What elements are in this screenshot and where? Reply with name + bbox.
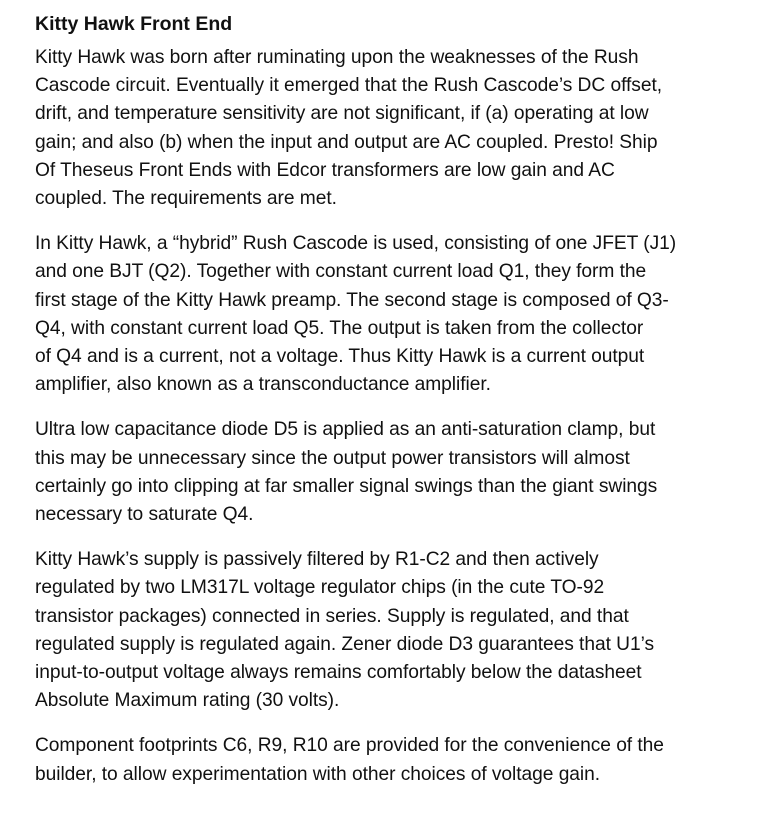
document-page <box>35 10 755 806</box>
paragraph-circuit <box>35 230 755 399</box>
text-line: Cascode circuit. Eventually it emerged that the Rush Cascode’s DC offset, <box>35 75 663 97</box>
paragraph-origin <box>35 44 755 213</box>
paragraph-supply <box>35 546 755 715</box>
text-line: coupled. The requirements are met. <box>35 188 337 210</box>
text-line: this may be unnecessary since the output power transistors will almost <box>35 447 630 469</box>
text-line: Ultra low capacitance diode D5 is applied as an anti-saturation clamp, but <box>35 419 656 441</box>
text-line: Q4, with constant current load Q5. The output is taken from the collector <box>35 317 644 339</box>
text-line: Kitty Hawk was born after ruminating upon the weaknesses of the Rush <box>35 47 639 68</box>
text-line: certainly go into clipping at far smaller signal swings than the giant swings <box>35 475 658 497</box>
text-line: Component footprints C6, R9, R10 are provided for the convenience of the <box>35 735 664 757</box>
text-line: builder, to allow experimentation with other choices of voltage gain. <box>35 763 601 785</box>
text-line: amplifier, also known as a transconductance amplifier. <box>35 374 491 396</box>
text-line: first stage of the Kitty Hawk preamp. The second stage is composed of Q3- <box>35 289 669 311</box>
text-line: transistor packages) connected in series. Supply is regulated, and that <box>35 605 629 627</box>
text-line: drift, and temperature sensitivity are not significant, if (a) operating at low <box>35 103 649 125</box>
section-heading: Kitty Hawk Front End <box>35 13 233 35</box>
text-line: gain; and also (b) when the input and output are AC coupled. Presto! Ship <box>35 131 658 153</box>
text-line: Of Theseus Front Ends with Edcor transformers are low gain and AC <box>35 159 615 181</box>
text-line: In Kitty Hawk, a “hybrid” Rush Cascode is used, consisting of one JFET (J1) <box>35 233 677 255</box>
text-line: necessary to saturate Q4. <box>35 504 254 526</box>
text-line: of Q4 and is a current, not a voltage. Thus Kitty Hawk is a current output <box>35 346 645 368</box>
paragraph-clamp <box>35 416 755 529</box>
text-line: regulated supply is regulated again. Zener diode D3 guarantees that U1’s <box>35 633 654 655</box>
text-line: Kitty Hawk’s supply is passively filtered by R1-C2 and then actively <box>35 549 599 571</box>
text-line: regulated by two LM317L voltage regulator chips (in the cute TO-92 <box>35 577 605 599</box>
text-line: input-to-output voltage always remains comfortably below the datasheet <box>35 662 642 684</box>
paragraph-footprints <box>35 732 755 788</box>
text-line: Absolute Maximum rating (30 volts). <box>35 690 340 712</box>
text-line: and one BJT (Q2). Together with constant current load Q1, they form the <box>35 261 647 283</box>
